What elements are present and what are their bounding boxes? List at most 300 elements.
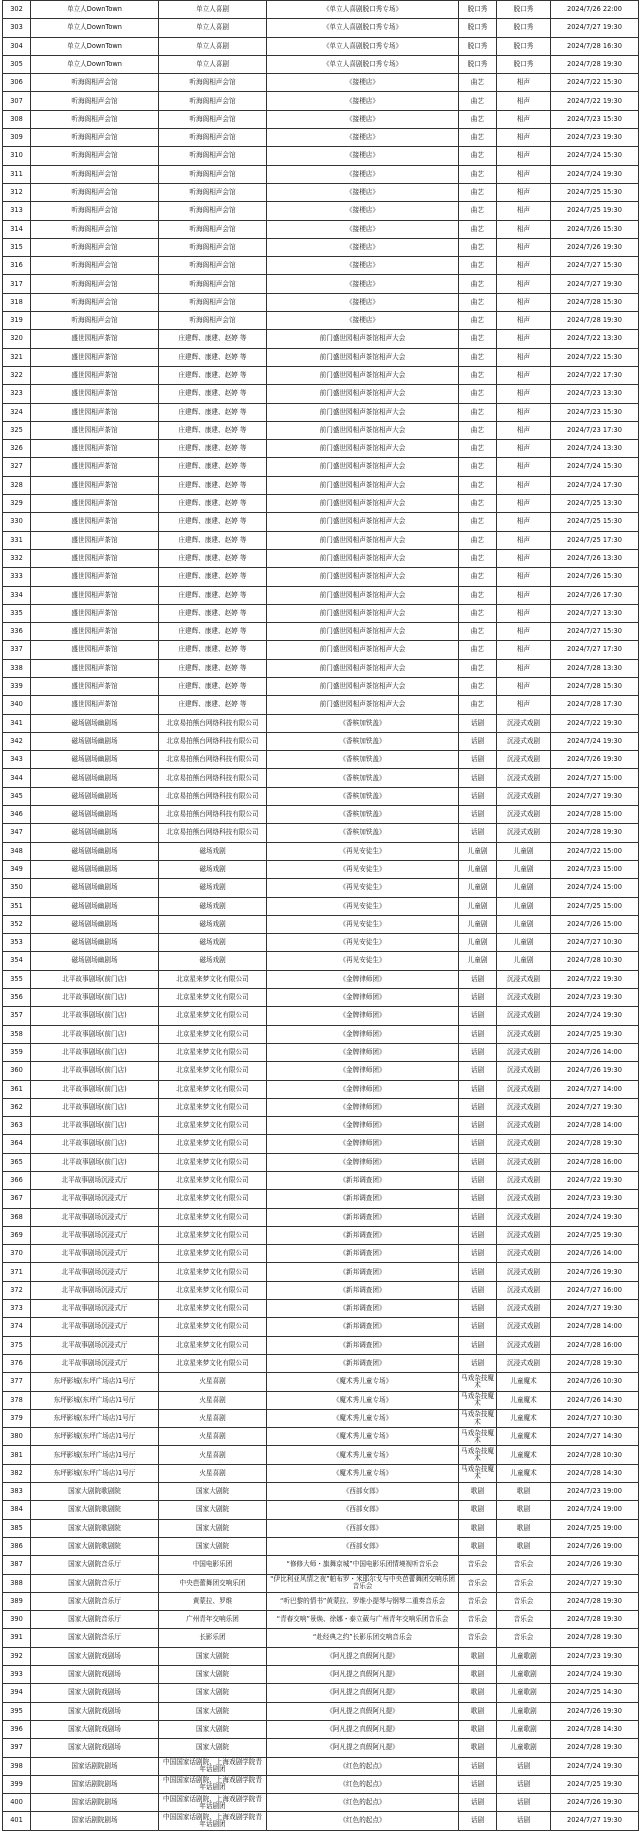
cell-show-title: 《再见安徒生》 (267, 915, 459, 933)
table-row (3, 1775, 639, 1793)
cell-category: 儿童剧 (459, 952, 497, 970)
cell-subcategory: 儿童剧 (497, 934, 551, 952)
cell-subcategory: 相声 (497, 92, 551, 110)
cell-category: 曲艺 (459, 641, 497, 659)
cell-show-time: 2024/7/27 15:00 (551, 769, 639, 787)
cell-venue: 盛世园相声茶馆 (31, 623, 159, 641)
cell-show-time: 2024/7/23 19:30 (551, 989, 639, 1007)
table-row (3, 1409, 639, 1427)
cell-show-time: 2024/7/26 19:30 (551, 1702, 639, 1720)
cell-show-title: 《金牌律师团》 (267, 1098, 459, 1116)
cell-subcategory: 音乐会 (497, 1592, 551, 1610)
cell-show-title: 前门盛世园相声茶馆相声大会 (267, 604, 459, 622)
table-row (3, 458, 639, 476)
cell-organizer: 北京星来梦文化有限公司 (159, 1190, 267, 1208)
cell-show-title: 前门盛世园相声茶馆相声大会 (267, 458, 459, 476)
table-row (3, 1483, 639, 1501)
cell-venue: 北平故事剧场沉浸式厅 (31, 1245, 159, 1263)
cell-category: 儿童剧 (459, 860, 497, 878)
table-row (3, 897, 639, 915)
cell-subcategory: 相声 (497, 330, 551, 348)
cell-subcategory: 沉浸式戏剧 (497, 732, 551, 750)
cell-show-time: 2024/7/27 14:00 (551, 1080, 639, 1098)
cell-venue: 北平故事剧场沉浸式厅 (31, 1336, 159, 1354)
cell-row-number: 354 (3, 952, 31, 970)
cell-organizer: 中国国家话剧院、上海戏剧学院青年话剧团 (159, 1757, 267, 1775)
cell-show-time: 2024/7/27 10:30 (551, 1409, 639, 1427)
cell-organizer: 庄建辉、康建、赵婷 等 (159, 677, 267, 695)
cell-venue: 国家大剧院戏剧场 (31, 1647, 159, 1665)
cell-organizer: 听海阁相声会馆 (159, 238, 267, 256)
cell-show-title: 《金牌律师团》 (267, 1043, 459, 1061)
cell-row-number: 398 (3, 1757, 31, 1775)
cell-show-time: 2024/7/25 19:30 (551, 202, 639, 220)
cell-organizer: 听海阁相声会馆 (159, 165, 267, 183)
cell-show-title: “伊比利亚风情之夜”帕布罗・米耶尔戈与中央芭蕾舞团交响乐团音乐会 (267, 1574, 459, 1592)
cell-show-title: 《新邦调查团》 (267, 1245, 459, 1263)
table-row (3, 1062, 639, 1080)
cell-venue: 听海阁相声会馆 (31, 293, 159, 311)
table-row (3, 220, 639, 238)
cell-show-title: 《金牌律师团》 (267, 1025, 459, 1043)
cell-show-title: 前门盛世园相声茶馆相声大会 (267, 385, 459, 403)
table-row (3, 842, 639, 860)
cell-category: 歌剧 (459, 1519, 497, 1537)
table-row (3, 330, 639, 348)
cell-organizer: 庄建辉、康建、赵婷 等 (159, 659, 267, 677)
cell-organizer: 庄建辉、康建、赵婷 等 (159, 440, 267, 458)
cell-subcategory: 话剧 (497, 1794, 551, 1812)
cell-show-title: 前门盛世园相声茶馆相声大会 (267, 531, 459, 549)
cell-show-time: 2024/7/25 19:30 (551, 1025, 639, 1043)
cell-show-time: 2024/7/27 17:30 (551, 641, 639, 659)
cell-show-title: 《新邦调查团》 (267, 1208, 459, 1226)
cell-show-title: 前门盛世园相声茶馆相声大会 (267, 641, 459, 659)
cell-category: 曲艺 (459, 586, 497, 604)
cell-venue: 听海阁相声会馆 (31, 183, 159, 201)
cell-show-time: 2024/7/22 19:30 (551, 1172, 639, 1190)
table-row (3, 183, 639, 201)
cell-row-number: 313 (3, 202, 31, 220)
cell-category: 话剧 (459, 824, 497, 842)
cell-venue: 北平故事剧场(前门店) (31, 1117, 159, 1135)
cell-subcategory: 沉浸式戏剧 (497, 787, 551, 805)
cell-organizer: 北京星来梦文化有限公司 (159, 1043, 267, 1061)
cell-category: 曲艺 (459, 330, 497, 348)
cell-show-title: 《接梗店》 (267, 238, 459, 256)
cell-show-time: 2024/7/24 15:30 (551, 147, 639, 165)
cell-subcategory: 沉浸式戏剧 (497, 1172, 551, 1190)
cell-subcategory: 音乐会 (497, 1611, 551, 1629)
table-row (3, 1739, 639, 1757)
cell-subcategory: 相声 (497, 366, 551, 384)
cell-show-title: 《接梗店》 (267, 220, 459, 238)
cell-show-time: 2024/7/24 13:30 (551, 440, 639, 458)
cell-venue: 听海阁相声会馆 (31, 110, 159, 128)
cell-subcategory: 相声 (497, 421, 551, 439)
cell-organizer: 中国国家话剧院、上海戏剧学院青年话剧团 (159, 1794, 267, 1812)
cell-category: 话剧 (459, 1245, 497, 1263)
cell-venue: 国家大剧院戏剧场 (31, 1666, 159, 1684)
table-row (3, 1300, 639, 1318)
cell-organizer: 北京星来梦文化有限公司 (159, 1080, 267, 1098)
cell-category: 曲艺 (459, 110, 497, 128)
cell-venue: 磁场剧场幽剧场 (31, 714, 159, 732)
cell-row-number: 316 (3, 257, 31, 275)
cell-subcategory: 相声 (497, 165, 551, 183)
cell-row-number: 373 (3, 1300, 31, 1318)
cell-category: 曲艺 (459, 202, 497, 220)
cell-category: 曲艺 (459, 440, 497, 458)
cell-category: 脱口秀 (459, 19, 497, 37)
cell-organizer: 北京星来梦文化有限公司 (159, 1208, 267, 1226)
cell-subcategory: 沉浸式戏剧 (497, 1190, 551, 1208)
cell-venue: 国家大剧院戏剧场 (31, 1702, 159, 1720)
cell-show-title: 前门盛世园相声茶馆相声大会 (267, 513, 459, 531)
cell-show-time: 2024/7/26 19:30 (551, 238, 639, 256)
cell-organizer: 国家大剧院 (159, 1501, 267, 1519)
cell-category: 音乐会 (459, 1629, 497, 1647)
cell-category: 曲艺 (459, 604, 497, 622)
cell-show-time: 2024/7/26 19:30 (551, 751, 639, 769)
cell-category: 话剧 (459, 1007, 497, 1025)
cell-show-time: 2024/7/23 19:30 (551, 1647, 639, 1665)
cell-show-title: 《魔术秀儿童专场》 (267, 1428, 459, 1446)
cell-subcategory: 儿童剧 (497, 915, 551, 933)
cell-venue: 东坪影城(东坪广场店)1号厅 (31, 1428, 159, 1446)
table-row (3, 1428, 639, 1446)
cell-row-number: 357 (3, 1007, 31, 1025)
cell-show-time: 2024/7/23 17:30 (551, 421, 639, 439)
cell-show-time: 2024/7/23 15:30 (551, 403, 639, 421)
cell-show-title: 《单立人喜剧脱口秀专场》 (267, 19, 459, 37)
cell-subcategory: 沉浸式戏剧 (497, 1098, 551, 1116)
cell-venue: 北平故事剧场(前门店) (31, 1098, 159, 1116)
cell-row-number: 329 (3, 495, 31, 513)
cell-show-time: 2024/7/22 15:30 (551, 74, 639, 92)
cell-category: 马戏杂技魔术 (459, 1428, 497, 1446)
cell-row-number: 311 (3, 165, 31, 183)
cell-show-title: 前门盛世园相声茶馆相声大会 (267, 421, 459, 439)
cell-subcategory: 脱口秀 (497, 19, 551, 37)
cell-category: 歌剧 (459, 1501, 497, 1519)
cell-show-time: 2024/7/28 19:30 (551, 1135, 639, 1153)
cell-show-time: 2024/7/25 15:30 (551, 183, 639, 201)
cell-show-time: 2024/7/24 19:30 (551, 1208, 639, 1226)
cell-show-title: 前门盛世园相声茶馆相声大会 (267, 476, 459, 494)
table-row (3, 1556, 639, 1574)
cell-category: 话剧 (459, 714, 497, 732)
cell-show-time: 2024/7/24 17:30 (551, 476, 639, 494)
cell-show-title: 《新邦调查团》 (267, 1172, 459, 1190)
cell-row-number: 368 (3, 1208, 31, 1226)
cell-organizer: 北京易拍熊台网络科技有限公司 (159, 806, 267, 824)
cell-subcategory: 儿童魔术 (497, 1391, 551, 1409)
cell-category: 曲艺 (459, 421, 497, 439)
cell-organizer: 长影乐团 (159, 1629, 267, 1647)
table-row (3, 385, 639, 403)
cell-category: 曲艺 (459, 677, 497, 695)
cell-subcategory: 儿童歌剧 (497, 1720, 551, 1738)
cell-show-time: 2024/7/26 19:30 (551, 1556, 639, 1574)
cell-organizer: 庄建辉、康建、赵婷 等 (159, 385, 267, 403)
cell-category: 曲艺 (459, 623, 497, 641)
cell-category: 曲艺 (459, 220, 497, 238)
cell-venue: 盛世园相声茶馆 (31, 440, 159, 458)
table-row (3, 1501, 639, 1519)
cell-venue: 盛世园相声茶馆 (31, 476, 159, 494)
cell-row-number: 330 (3, 513, 31, 531)
cell-row-number: 323 (3, 385, 31, 403)
cell-row-number: 322 (3, 366, 31, 384)
cell-show-time: 2024/7/22 15:30 (551, 348, 639, 366)
cell-venue: 国家大剧院歌剧院 (31, 1537, 159, 1555)
cell-row-number: 328 (3, 476, 31, 494)
cell-subcategory: 相声 (497, 312, 551, 330)
table-row (3, 312, 639, 330)
cell-row-number: 317 (3, 275, 31, 293)
table-row (3, 860, 639, 878)
cell-category: 曲艺 (459, 275, 497, 293)
cell-row-number: 359 (3, 1043, 31, 1061)
cell-organizer: 国家大剧院 (159, 1666, 267, 1684)
cell-organizer: 庄建辉、康建、赵婷 等 (159, 495, 267, 513)
cell-organizer: 北京星来梦文化有限公司 (159, 1281, 267, 1299)
cell-venue: 磁场剧场幽剧场 (31, 879, 159, 897)
cell-row-number: 376 (3, 1354, 31, 1372)
cell-organizer: 北京星来梦文化有限公司 (159, 1300, 267, 1318)
cell-subcategory: 相声 (497, 129, 551, 147)
cell-subcategory: 音乐会 (497, 1574, 551, 1592)
cell-venue: 国家大剧院音乐厅 (31, 1629, 159, 1647)
table-row (3, 1245, 639, 1263)
cell-subcategory: 儿童剧 (497, 879, 551, 897)
cell-venue: 盛世园相声茶馆 (31, 677, 159, 695)
cell-organizer: 磁场戏剧 (159, 934, 267, 952)
cell-organizer: 北京星来梦文化有限公司 (159, 1117, 267, 1135)
cell-venue: 听海阁相声会馆 (31, 257, 159, 275)
cell-show-title: 《魔术秀儿童专场》 (267, 1391, 459, 1409)
table-row (3, 952, 639, 970)
cell-subcategory: 相声 (497, 549, 551, 567)
cell-show-title: 《香槟加铁盖》 (267, 714, 459, 732)
cell-subcategory: 歌剧 (497, 1519, 551, 1537)
cell-show-title: 《接梗店》 (267, 202, 459, 220)
cell-venue: 盛世园相声茶馆 (31, 696, 159, 714)
cell-category: 话剧 (459, 787, 497, 805)
cell-row-number: 315 (3, 238, 31, 256)
cell-venue: 东坪影城(东坪广场店)1号厅 (31, 1446, 159, 1464)
cell-subcategory: 歌剧 (497, 1501, 551, 1519)
cell-organizer: 听海阁相声会馆 (159, 220, 267, 238)
cell-venue: 国家话剧院剧场 (31, 1757, 159, 1775)
cell-category: 曲艺 (459, 549, 497, 567)
table-row (3, 495, 639, 513)
cell-venue: 国家大剧院戏剧场 (31, 1684, 159, 1702)
cell-category: 话剧 (459, 1117, 497, 1135)
cell-organizer: 北京星来梦文化有限公司 (159, 1062, 267, 1080)
cell-organizer: 火星喜剧 (159, 1409, 267, 1427)
cell-subcategory: 相声 (497, 476, 551, 494)
cell-show-title: 《魔术秀儿童专场》 (267, 1373, 459, 1391)
cell-row-number: 332 (3, 549, 31, 567)
cell-category: 儿童剧 (459, 934, 497, 952)
cell-organizer: 听海阁相声会馆 (159, 257, 267, 275)
cell-row-number: 305 (3, 55, 31, 73)
cell-show-title: 《香槟加铁盖》 (267, 769, 459, 787)
cell-show-title: 《金牌律师团》 (267, 1135, 459, 1153)
cell-row-number: 309 (3, 129, 31, 147)
cell-row-number: 360 (3, 1062, 31, 1080)
cell-category: 曲艺 (459, 513, 497, 531)
cell-venue: 北平故事剧场(前门店) (31, 970, 159, 988)
cell-row-number: 336 (3, 623, 31, 641)
cell-subcategory: 相声 (497, 641, 551, 659)
cell-show-title: 《红色的起点》 (267, 1794, 459, 1812)
cell-show-time: 2024/7/28 15:30 (551, 677, 639, 695)
cell-venue: 听海阁相声会馆 (31, 129, 159, 147)
table-row (3, 1391, 639, 1409)
cell-category: 话剧 (459, 1153, 497, 1171)
cell-organizer: 磁场戏剧 (159, 952, 267, 970)
cell-row-number: 340 (3, 696, 31, 714)
cell-show-time: 2024/7/25 15:00 (551, 897, 639, 915)
cell-subcategory: 相声 (497, 348, 551, 366)
cell-subcategory: 话剧 (497, 1775, 551, 1793)
cell-venue: 盛世园相声茶馆 (31, 549, 159, 567)
cell-subcategory: 沉浸式戏剧 (497, 970, 551, 988)
cell-show-title: 《金牌律师团》 (267, 1080, 459, 1098)
table-row (3, 568, 639, 586)
cell-organizer: 国家大剧院 (159, 1739, 267, 1757)
cell-row-number: 337 (3, 641, 31, 659)
cell-show-time: 2024/7/24 19:30 (551, 1007, 639, 1025)
table-row (3, 513, 639, 531)
cell-venue: 磁场剧场幽剧场 (31, 769, 159, 787)
cell-organizer: 庄建辉、康建、赵婷 等 (159, 348, 267, 366)
table-row (3, 1519, 639, 1537)
cell-row-number: 400 (3, 1794, 31, 1812)
cell-row-number: 320 (3, 330, 31, 348)
cell-show-title: 前门盛世园相声茶馆相声大会 (267, 568, 459, 586)
cell-subcategory: 沉浸式戏剧 (497, 1007, 551, 1025)
cell-show-title: 前门盛世园相声茶馆相声大会 (267, 696, 459, 714)
cell-row-number: 392 (3, 1647, 31, 1665)
cell-category: 话剧 (459, 1135, 497, 1153)
table-row (3, 824, 639, 842)
cell-category: 歌剧 (459, 1647, 497, 1665)
table-row (3, 1446, 639, 1464)
table-row (3, 934, 639, 952)
cell-row-number: 401 (3, 1812, 31, 1830)
cell-subcategory: 儿童魔术 (497, 1428, 551, 1446)
cell-show-title: 《再见安徒生》 (267, 934, 459, 952)
cell-venue: 国家大剧院音乐厅 (31, 1556, 159, 1574)
cell-subcategory: 脱口秀 (497, 37, 551, 55)
cell-show-title: 《新邦调查团》 (267, 1190, 459, 1208)
cell-row-number: 389 (3, 1592, 31, 1610)
cell-category: 马戏杂技魔术 (459, 1373, 497, 1391)
cell-row-number: 308 (3, 110, 31, 128)
cell-organizer: 庄建辉、康建、赵婷 等 (159, 604, 267, 622)
cell-organizer: 庄建辉、康建、赵婷 等 (159, 549, 267, 567)
table-row (3, 915, 639, 933)
cell-category: 曲艺 (459, 129, 497, 147)
cell-row-number: 349 (3, 860, 31, 878)
cell-show-time: 2024/7/26 15:00 (551, 915, 639, 933)
cell-category: 曲艺 (459, 495, 497, 513)
cell-venue: 国家大剧院戏剧场 (31, 1739, 159, 1757)
cell-venue: 北平故事剧场沉浸式厅 (31, 1226, 159, 1244)
cell-show-title: 《魔术秀儿童专场》 (267, 1409, 459, 1427)
cell-venue: 东坪影城(东坪广场店)1号厅 (31, 1391, 159, 1409)
cell-row-number: 351 (3, 897, 31, 915)
table-row (3, 55, 639, 73)
cell-organizer: 国家大剧院 (159, 1720, 267, 1738)
table-row (3, 1629, 639, 1647)
cell-organizer: 听海阁相声会馆 (159, 92, 267, 110)
cell-show-time: 2024/7/25 15:30 (551, 513, 639, 531)
cell-row-number: 396 (3, 1720, 31, 1738)
cell-category: 歌剧 (459, 1483, 497, 1501)
cell-organizer: 火星喜剧 (159, 1446, 267, 1464)
cell-show-title: 《金牌律师团》 (267, 1117, 459, 1135)
cell-subcategory: 沉浸式戏剧 (497, 1025, 551, 1043)
cell-category: 话剧 (459, 1812, 497, 1830)
cell-organizer: 听海阁相声会馆 (159, 129, 267, 147)
cell-row-number: 302 (3, 1, 31, 19)
cell-show-title: 《香槟加铁盖》 (267, 732, 459, 750)
table-row (3, 403, 639, 421)
cell-organizer: 庄建辉、康建、赵婷 等 (159, 641, 267, 659)
cell-show-title: 《金牌律师团》 (267, 970, 459, 988)
table-row (3, 677, 639, 695)
cell-venue: 盛世园相声茶馆 (31, 458, 159, 476)
cell-row-number: 397 (3, 1739, 31, 1757)
cell-subcategory: 话剧 (497, 1757, 551, 1775)
cell-show-title: 《再见安徒生》 (267, 952, 459, 970)
cell-venue: 磁场剧场幽剧场 (31, 952, 159, 970)
table-row (3, 970, 639, 988)
cell-category: 曲艺 (459, 696, 497, 714)
cell-organizer: 庄建辉、康建、赵婷 等 (159, 421, 267, 439)
cell-show-title: 《新邦调查团》 (267, 1318, 459, 1336)
cell-subcategory: 沉浸式戏剧 (497, 989, 551, 1007)
cell-venue: 盛世园相声茶馆 (31, 641, 159, 659)
cell-show-time: 2024/7/23 19:30 (551, 129, 639, 147)
table-row (3, 732, 639, 750)
cell-venue: 盛世园相声茶馆 (31, 513, 159, 531)
cell-organizer: 黄蒙拉、罗维 (159, 1592, 267, 1610)
cell-subcategory: 话剧 (497, 1812, 551, 1830)
table-row (3, 604, 639, 622)
cell-show-time: 2024/7/24 19:30 (551, 165, 639, 183)
cell-organizer: 听海阁相声会馆 (159, 312, 267, 330)
cell-row-number: 342 (3, 732, 31, 750)
cell-organizer: 磁场戏剧 (159, 842, 267, 860)
cell-subcategory: 相声 (497, 74, 551, 92)
cell-show-time: 2024/7/26 10:30 (551, 1373, 639, 1391)
cell-row-number: 326 (3, 440, 31, 458)
cell-subcategory: 沉浸式戏剧 (497, 1336, 551, 1354)
table-row (3, 1098, 639, 1116)
cell-category: 话剧 (459, 751, 497, 769)
cell-row-number: 345 (3, 787, 31, 805)
cell-show-time: 2024/7/27 15:30 (551, 257, 639, 275)
cell-venue: 盛世园相声茶馆 (31, 495, 159, 513)
cell-show-time: 2024/7/24 19:00 (551, 1501, 639, 1519)
table-row (3, 1117, 639, 1135)
